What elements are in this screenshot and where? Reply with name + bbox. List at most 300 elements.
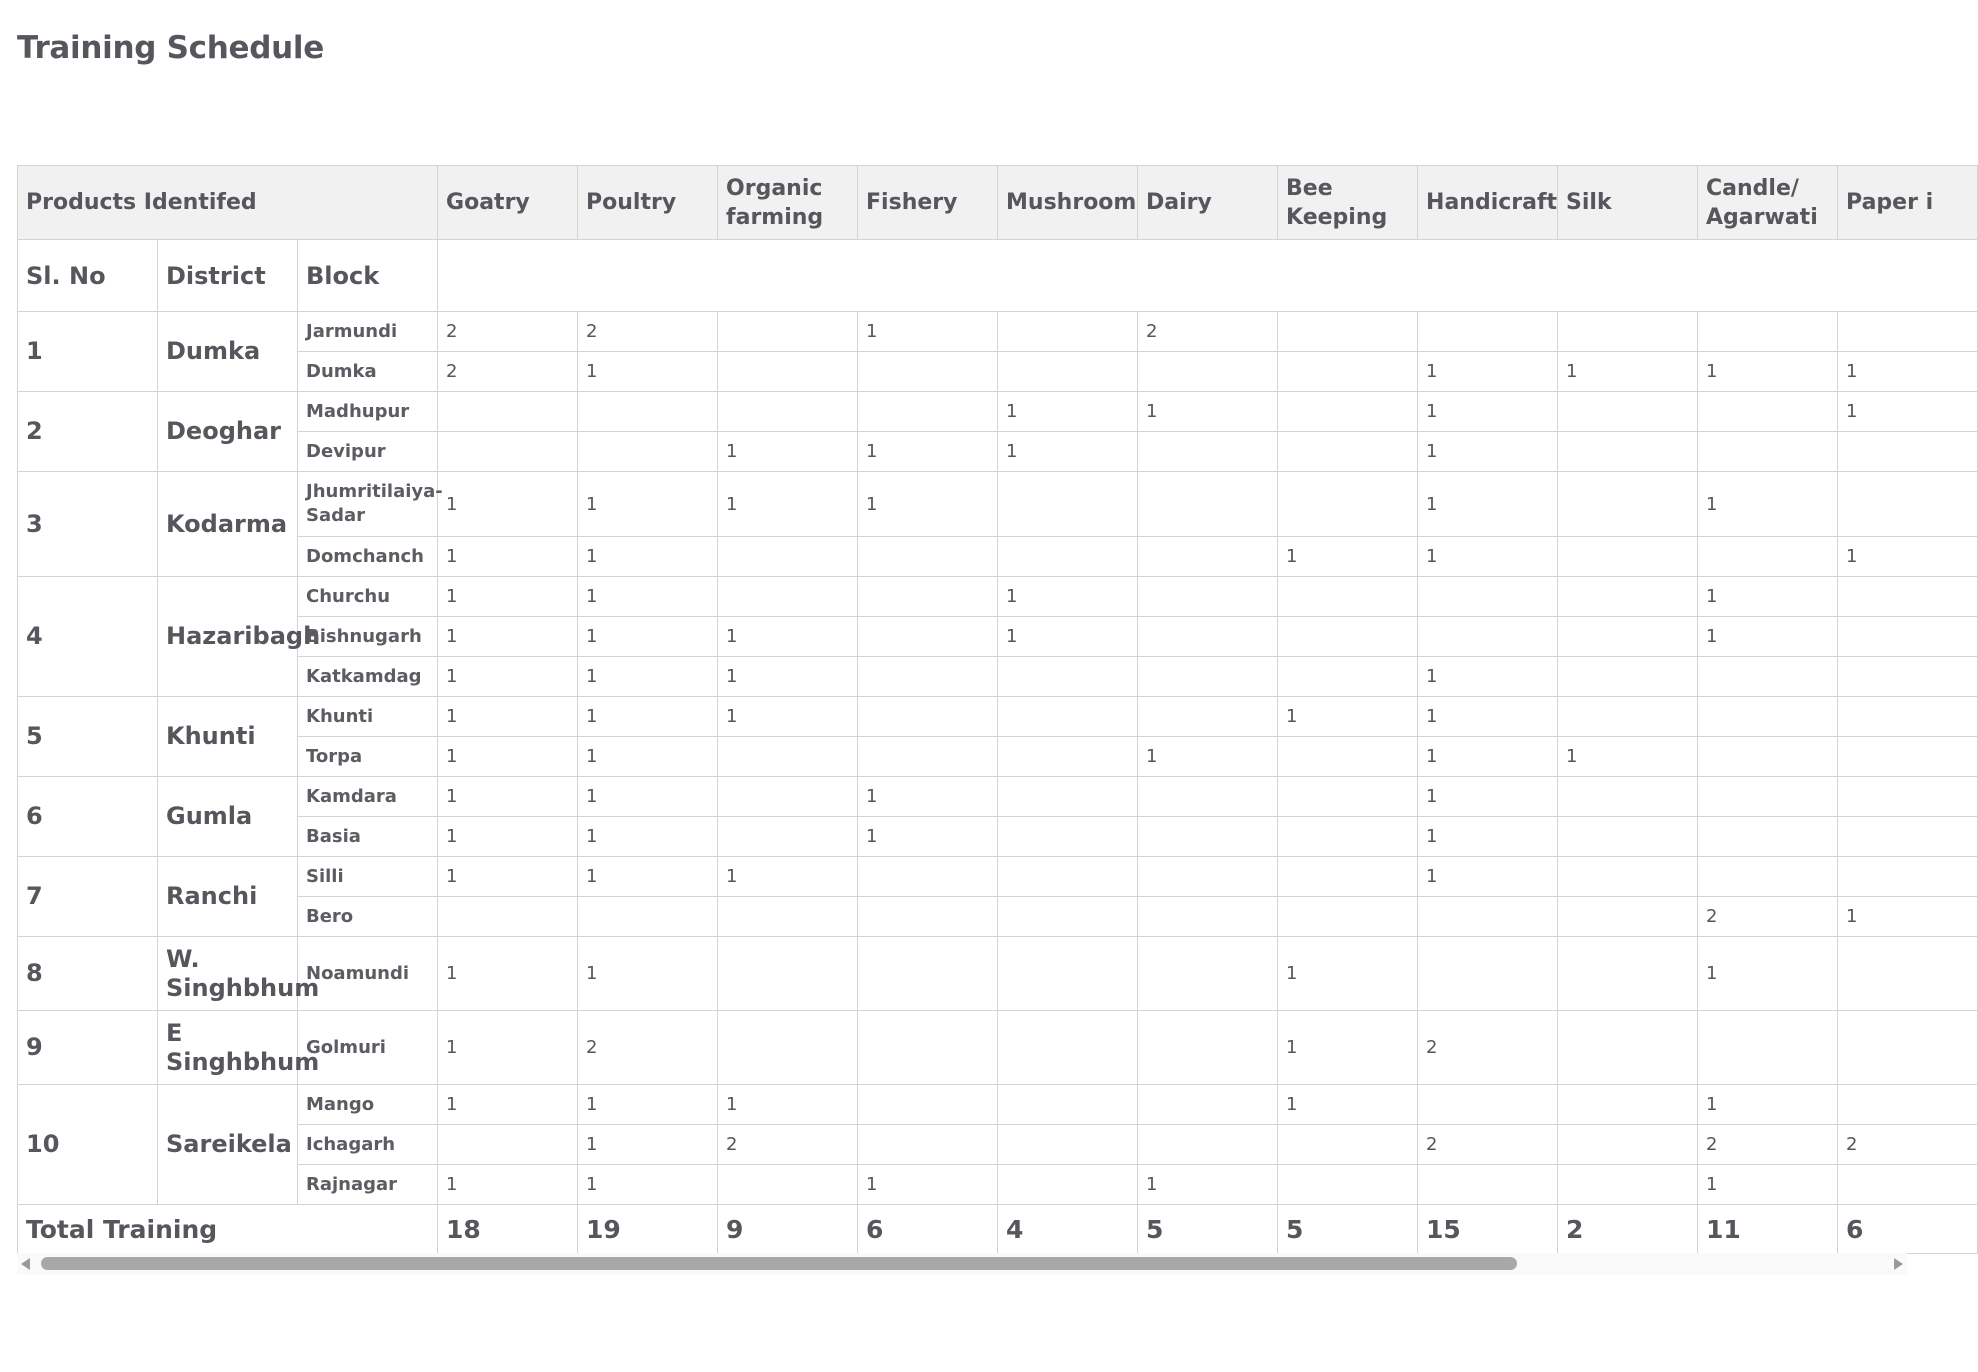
value-cell <box>1138 937 1278 1011</box>
value-cell <box>1698 537 1838 577</box>
value-cell <box>1838 697 1978 737</box>
value-cell <box>1138 777 1278 817</box>
value-cell <box>998 937 1138 1011</box>
value-cell: 1 <box>1278 1011 1418 1085</box>
table-scroll-container[interactable] <box>17 165 1934 1275</box>
value-cell <box>998 737 1138 777</box>
total-label: Total Training <box>18 1205 438 1254</box>
table-row <box>18 737 1978 777</box>
total-cell: 9 <box>718 1205 858 1254</box>
value-cell <box>858 857 998 897</box>
value-cell: 1 <box>438 937 578 1011</box>
value-cell <box>718 352 858 392</box>
product-header: Poultry <box>578 166 718 240</box>
value-cell <box>718 937 858 1011</box>
value-cell: 1 <box>858 817 998 857</box>
district-cell: Gumla <box>158 777 298 857</box>
value-cell <box>1278 817 1418 857</box>
value-cell: 1 <box>578 697 718 737</box>
total-cell: 5 <box>1278 1205 1418 1254</box>
total-cell: 5 <box>1138 1205 1278 1254</box>
block-cell: Churchu <box>298 577 438 617</box>
value-cell <box>718 577 858 617</box>
product-header: Bee Keeping <box>1278 166 1418 240</box>
table-row <box>18 697 1978 737</box>
value-cell <box>578 392 718 432</box>
value-cell: 1 <box>998 392 1138 432</box>
sl-no-cell: 3 <box>18 472 158 577</box>
value-cell <box>858 1125 998 1165</box>
products-header-row <box>18 166 1978 240</box>
block-cell: Devipur <box>298 432 438 472</box>
value-cell <box>858 577 998 617</box>
sl-no-cell: 1 <box>18 312 158 392</box>
product-header: Paper i <box>1838 166 1978 240</box>
value-cell: 1 <box>1138 737 1278 777</box>
scrollbar-thumb[interactable] <box>41 1257 1517 1270</box>
block-cell: Basia <box>298 817 438 857</box>
value-cell <box>858 897 998 937</box>
value-cell <box>858 657 998 697</box>
value-cell: 1 <box>1838 392 1978 432</box>
value-cell <box>1138 352 1278 392</box>
value-cell: 1 <box>1698 937 1838 1011</box>
block-cell: Golmuri <box>298 1011 438 1085</box>
value-cell: 1 <box>438 777 578 817</box>
table-row <box>18 857 1978 897</box>
value-cell: 1 <box>1418 697 1558 737</box>
block-cell: Ichagarh <box>298 1125 438 1165</box>
block-cell: Jhumritilaiya-Sadar <box>298 472 438 537</box>
value-cell <box>1138 897 1278 937</box>
value-cell <box>718 777 858 817</box>
product-header: Handicraft <box>1418 166 1558 240</box>
value-cell: 1 <box>1278 537 1418 577</box>
value-cell <box>718 392 858 432</box>
value-cell <box>998 1165 1138 1205</box>
value-cell: 2 <box>1418 1125 1558 1165</box>
district-cell: E Singhbhum <box>158 1011 298 1085</box>
value-cell <box>1558 817 1698 857</box>
value-cell: 1 <box>718 432 858 472</box>
value-cell: 1 <box>1418 392 1558 432</box>
value-cell <box>1558 577 1698 617</box>
value-cell: 1 <box>1698 1085 1838 1125</box>
value-cell <box>998 1125 1138 1165</box>
value-cell <box>998 537 1138 577</box>
value-cell <box>1698 312 1838 352</box>
district-cell: Deoghar <box>158 392 298 472</box>
value-cell <box>1838 312 1978 352</box>
product-header: Goatry <box>438 166 578 240</box>
product-header: Mushroom <box>998 166 1138 240</box>
value-cell: 2 <box>578 312 718 352</box>
value-cell: 1 <box>858 432 998 472</box>
value-cell: 1 <box>1418 537 1558 577</box>
value-cell <box>1558 537 1698 577</box>
value-cell <box>1278 432 1418 472</box>
value-cell: 1 <box>1838 352 1978 392</box>
value-cell: 1 <box>998 432 1138 472</box>
products-identified-header: Products Identifed <box>18 166 438 240</box>
value-cell <box>1138 472 1278 537</box>
table-row <box>18 1125 1978 1165</box>
product-header: Candle/ Agarwati <box>1698 166 1838 240</box>
value-cell <box>1698 777 1838 817</box>
value-cell <box>1418 897 1558 937</box>
value-cell: 1 <box>578 657 718 697</box>
value-cell: 1 <box>438 817 578 857</box>
value-cell: 2 <box>578 1011 718 1085</box>
table-row <box>18 432 1978 472</box>
value-cell: 1 <box>578 472 718 537</box>
table-row <box>18 472 1978 537</box>
value-cell <box>1558 617 1698 657</box>
value-cell: 1 <box>438 1085 578 1125</box>
total-cell: 2 <box>1558 1205 1698 1254</box>
value-cell <box>1278 737 1418 777</box>
value-cell: 2 <box>1838 1125 1978 1165</box>
value-cell <box>858 737 998 777</box>
value-cell <box>1278 1165 1418 1205</box>
total-cell: 11 <box>1698 1205 1838 1254</box>
value-cell <box>1138 432 1278 472</box>
table-row <box>18 352 1978 392</box>
value-cell: 1 <box>718 697 858 737</box>
value-cell: 1 <box>1698 1165 1838 1205</box>
sl-no-cell: 9 <box>18 1011 158 1085</box>
value-cell <box>1278 352 1418 392</box>
block-cell: Mango <box>298 1085 438 1125</box>
block-cell: Domchanch <box>298 537 438 577</box>
table-row <box>18 657 1978 697</box>
value-cell <box>718 312 858 352</box>
value-cell <box>858 537 998 577</box>
sl-no-cell: 7 <box>18 857 158 937</box>
district-header: District <box>158 240 298 312</box>
value-cell: 2 <box>1698 897 1838 937</box>
value-cell: 1 <box>1418 777 1558 817</box>
value-cell: 1 <box>578 1165 718 1205</box>
scroll-right-arrow-icon[interactable] <box>1894 1258 1903 1270</box>
value-cell: 1 <box>1418 432 1558 472</box>
value-cell: 1 <box>1138 392 1278 432</box>
value-cell <box>1418 1165 1558 1205</box>
value-cell: 1 <box>578 617 718 657</box>
sub-header-filler <box>438 240 1978 312</box>
value-cell: 1 <box>438 472 578 537</box>
table-row <box>18 1165 1978 1205</box>
block-cell: Khunti <box>298 697 438 737</box>
block-cell: Bishnugarh <box>298 617 438 657</box>
value-cell <box>1558 857 1698 897</box>
value-cell: 1 <box>1418 472 1558 537</box>
sl-no-cell: 6 <box>18 777 158 857</box>
value-cell <box>1418 312 1558 352</box>
value-cell <box>1138 657 1278 697</box>
district-cell: Hazaribagh <box>158 577 298 697</box>
value-cell: 1 <box>578 577 718 617</box>
value-cell <box>1558 897 1698 937</box>
value-cell <box>1698 432 1838 472</box>
value-cell <box>1698 737 1838 777</box>
value-cell <box>1138 857 1278 897</box>
value-cell <box>998 1085 1138 1125</box>
value-cell <box>998 472 1138 537</box>
value-cell: 2 <box>438 312 578 352</box>
value-cell: 1 <box>998 617 1138 657</box>
value-cell <box>1838 1085 1978 1125</box>
value-cell: 1 <box>1558 352 1698 392</box>
value-cell: 1 <box>718 657 858 697</box>
value-cell: 1 <box>578 937 718 1011</box>
block-cell: Jarmundi <box>298 312 438 352</box>
district-cell: Kodarma <box>158 472 298 577</box>
value-cell: 1 <box>718 617 858 657</box>
value-cell: 1 <box>718 857 858 897</box>
value-cell: 1 <box>578 817 718 857</box>
total-cell: 4 <box>998 1205 1138 1254</box>
value-cell <box>718 737 858 777</box>
block-cell: Silli <box>298 857 438 897</box>
sl-no-cell: 5 <box>18 697 158 777</box>
value-cell <box>998 857 1138 897</box>
value-cell <box>1838 617 1978 657</box>
sl-no-cell: 10 <box>18 1085 158 1205</box>
value-cell <box>858 617 998 657</box>
block-cell: Rajnagar <box>298 1165 438 1205</box>
value-cell <box>1558 392 1698 432</box>
value-cell: 1 <box>1698 352 1838 392</box>
value-cell: 1 <box>1138 1165 1278 1205</box>
value-cell <box>1278 617 1418 657</box>
value-cell: 1 <box>438 577 578 617</box>
value-cell: 1 <box>1418 657 1558 697</box>
value-cell: 1 <box>858 777 998 817</box>
value-cell <box>1838 472 1978 537</box>
product-header: Fishery <box>858 166 998 240</box>
value-cell <box>1838 1011 1978 1085</box>
value-cell: 1 <box>1698 577 1838 617</box>
value-cell <box>1838 937 1978 1011</box>
table-row <box>18 312 1978 352</box>
value-cell <box>578 897 718 937</box>
block-cell: Katkamdag <box>298 657 438 697</box>
value-cell <box>1698 657 1838 697</box>
value-cell: 1 <box>578 1125 718 1165</box>
value-cell: 1 <box>1278 1085 1418 1125</box>
value-cell <box>858 697 998 737</box>
value-cell <box>1838 817 1978 857</box>
table-row <box>18 937 1978 1011</box>
value-cell: 1 <box>858 472 998 537</box>
table-row <box>18 537 1978 577</box>
value-cell <box>1278 777 1418 817</box>
value-cell: 1 <box>1698 472 1838 537</box>
value-cell <box>1698 857 1838 897</box>
total-row <box>18 1205 1978 1254</box>
value-cell <box>1138 1011 1278 1085</box>
value-cell <box>718 1165 858 1205</box>
value-cell <box>1558 312 1698 352</box>
value-cell <box>1278 392 1418 432</box>
page-title: Training Schedule <box>17 30 324 66</box>
table-row <box>18 577 1978 617</box>
block-cell: Madhupur <box>298 392 438 432</box>
value-cell <box>1698 1011 1838 1085</box>
value-cell <box>998 1011 1138 1085</box>
value-cell <box>1138 817 1278 857</box>
value-cell: 1 <box>578 777 718 817</box>
value-cell <box>858 937 998 1011</box>
value-cell: 1 <box>578 537 718 577</box>
value-cell <box>1838 657 1978 697</box>
value-cell <box>858 352 998 392</box>
value-cell <box>718 817 858 857</box>
value-cell <box>1278 657 1418 697</box>
block-cell: Torpa <box>298 737 438 777</box>
block-cell: Kamdara <box>298 777 438 817</box>
value-cell <box>1138 577 1278 617</box>
training-schedule-table <box>17 165 1978 1254</box>
value-cell <box>1558 1125 1698 1165</box>
value-cell: 1 <box>998 577 1138 617</box>
value-cell <box>1138 697 1278 737</box>
table-row <box>18 817 1978 857</box>
value-cell <box>1138 1125 1278 1165</box>
value-cell: 1 <box>1418 857 1558 897</box>
value-cell <box>1838 737 1978 777</box>
district-cell: W. Singhbhum <box>158 937 298 1011</box>
total-cell: 19 <box>578 1205 718 1254</box>
value-cell: 1 <box>438 537 578 577</box>
sub-header-row <box>18 240 1978 312</box>
product-header: Silk <box>1558 166 1698 240</box>
value-cell <box>1558 1165 1698 1205</box>
value-cell: 1 <box>1278 697 1418 737</box>
block-cell: Dumka <box>298 352 438 392</box>
value-cell <box>1558 1085 1698 1125</box>
value-cell <box>1558 777 1698 817</box>
value-cell <box>1418 617 1558 657</box>
value-cell <box>1418 937 1558 1011</box>
value-cell <box>1558 657 1698 697</box>
value-cell <box>1278 857 1418 897</box>
value-cell: 2 <box>718 1125 858 1165</box>
value-cell: 1 <box>578 352 718 392</box>
sl-no-cell: 4 <box>18 577 158 697</box>
value-cell <box>998 697 1138 737</box>
value-cell: 1 <box>438 1165 578 1205</box>
value-cell <box>1558 472 1698 537</box>
value-cell: 2 <box>1138 312 1278 352</box>
value-cell <box>1278 577 1418 617</box>
value-cell: 1 <box>1418 817 1558 857</box>
total-cell: 18 <box>438 1205 578 1254</box>
value-cell <box>718 897 858 937</box>
value-cell: 1 <box>1558 737 1698 777</box>
scroll-left-arrow-icon[interactable] <box>21 1258 30 1270</box>
value-cell: 1 <box>1838 537 1978 577</box>
value-cell <box>1838 777 1978 817</box>
total-cell: 6 <box>1838 1205 1978 1254</box>
value-cell: 1 <box>578 857 718 897</box>
value-cell <box>1558 697 1698 737</box>
value-cell: 1 <box>718 1085 858 1125</box>
value-cell: 1 <box>438 857 578 897</box>
value-cell: 2 <box>1418 1011 1558 1085</box>
value-cell: 1 <box>438 657 578 697</box>
value-cell <box>1278 897 1418 937</box>
value-cell: 1 <box>1838 897 1978 937</box>
value-cell: 1 <box>438 737 578 777</box>
table-row <box>18 1085 1978 1125</box>
value-cell: 1 <box>578 737 718 777</box>
sl-no-header: Sl. No <box>18 240 158 312</box>
value-cell <box>1558 937 1698 1011</box>
value-cell <box>438 897 578 937</box>
value-cell <box>438 1125 578 1165</box>
value-cell <box>1838 432 1978 472</box>
value-cell <box>1278 312 1418 352</box>
product-header: Dairy <box>1138 166 1278 240</box>
value-cell <box>1838 1165 1978 1205</box>
block-cell: Bero <box>298 897 438 937</box>
value-cell <box>1698 697 1838 737</box>
value-cell: 1 <box>438 697 578 737</box>
value-cell <box>1138 1085 1278 1125</box>
table-row <box>18 897 1978 937</box>
table-row <box>18 777 1978 817</box>
value-cell <box>998 657 1138 697</box>
value-cell <box>1418 1085 1558 1125</box>
value-cell <box>1838 577 1978 617</box>
value-cell <box>1418 577 1558 617</box>
value-cell: 1 <box>718 472 858 537</box>
table-row <box>18 1011 1978 1085</box>
value-cell <box>1698 817 1838 857</box>
district-cell: Sareikela <box>158 1085 298 1205</box>
value-cell <box>998 352 1138 392</box>
value-cell <box>1278 472 1418 537</box>
value-cell <box>1138 537 1278 577</box>
value-cell: 1 <box>578 1085 718 1125</box>
value-cell: 1 <box>1418 352 1558 392</box>
value-cell: 2 <box>438 352 578 392</box>
value-cell <box>1278 1125 1418 1165</box>
sl-no-cell: 8 <box>18 937 158 1011</box>
value-cell <box>438 432 578 472</box>
value-cell <box>578 432 718 472</box>
value-cell <box>1698 392 1838 432</box>
value-cell <box>998 897 1138 937</box>
block-header: Block <box>298 240 438 312</box>
district-cell: Dumka <box>158 312 298 392</box>
value-cell: 1 <box>858 312 998 352</box>
value-cell: 1 <box>1278 937 1418 1011</box>
district-cell: Khunti <box>158 697 298 777</box>
product-header: Organic farming <box>718 166 858 240</box>
value-cell <box>1138 617 1278 657</box>
value-cell <box>1838 857 1978 897</box>
value-cell <box>858 1011 998 1085</box>
sl-no-cell: 2 <box>18 392 158 472</box>
value-cell <box>1558 432 1698 472</box>
value-cell: 1 <box>1418 737 1558 777</box>
value-cell <box>998 312 1138 352</box>
value-cell <box>1558 1011 1698 1085</box>
horizontal-scrollbar[interactable] <box>17 1253 1907 1275</box>
